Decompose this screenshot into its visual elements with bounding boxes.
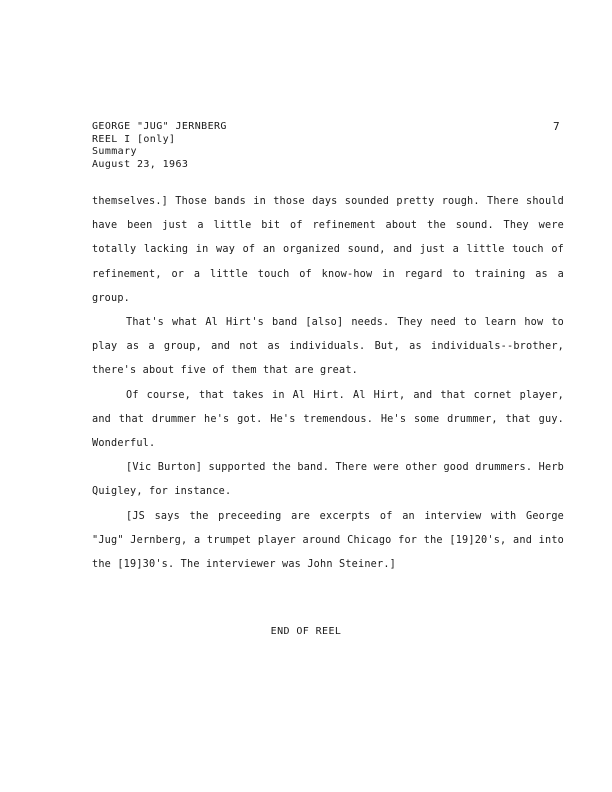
paragraph: [JS says the preceeding are excerpts of an interview with George "Jug" Jernberg, a trumpet player around Chicago for the [19]20's, and into the [19]30's. The interviewer was John Steiner.] xyxy=(92,510,564,571)
page-number: 7 xyxy=(553,120,560,133)
reel-label: REEL I [only] xyxy=(92,133,176,145)
end-of-reel-marker: END OF REEL xyxy=(270,626,342,637)
transcript-body xyxy=(92,190,564,577)
paragraph: [Vic Burton] supported the band. There were other good drummers. Herb Quigley, for instance. xyxy=(92,462,564,498)
interviewee-name: GEORGE "JUG" JERNBERG xyxy=(92,121,227,132)
document-type: Summary xyxy=(92,146,137,157)
interview-date: August 23, 1963 xyxy=(92,158,189,170)
paragraph: Of course, that takes in Al Hirt. Al Hirt, and that cornet player, and that drummer he's got. He's tremendous. He's some drummer, that guy. Wonderful. xyxy=(92,389,564,450)
paragraph: That's what Al Hirt's band [also] needs. They need to learn how to play as a group, and not as individuals. But, as individuals--brother, there's about five of them that are great. xyxy=(92,317,564,377)
document-header xyxy=(92,121,227,171)
paragraph: themselves.] Those bands in those days sounded pretty rough. There should have been just a little bit of refinement about the sound. They were totally lacking in way of an organized sound, and just a little touch of refinement, or a little touch of know-how in regard to training as a group. xyxy=(92,196,564,304)
